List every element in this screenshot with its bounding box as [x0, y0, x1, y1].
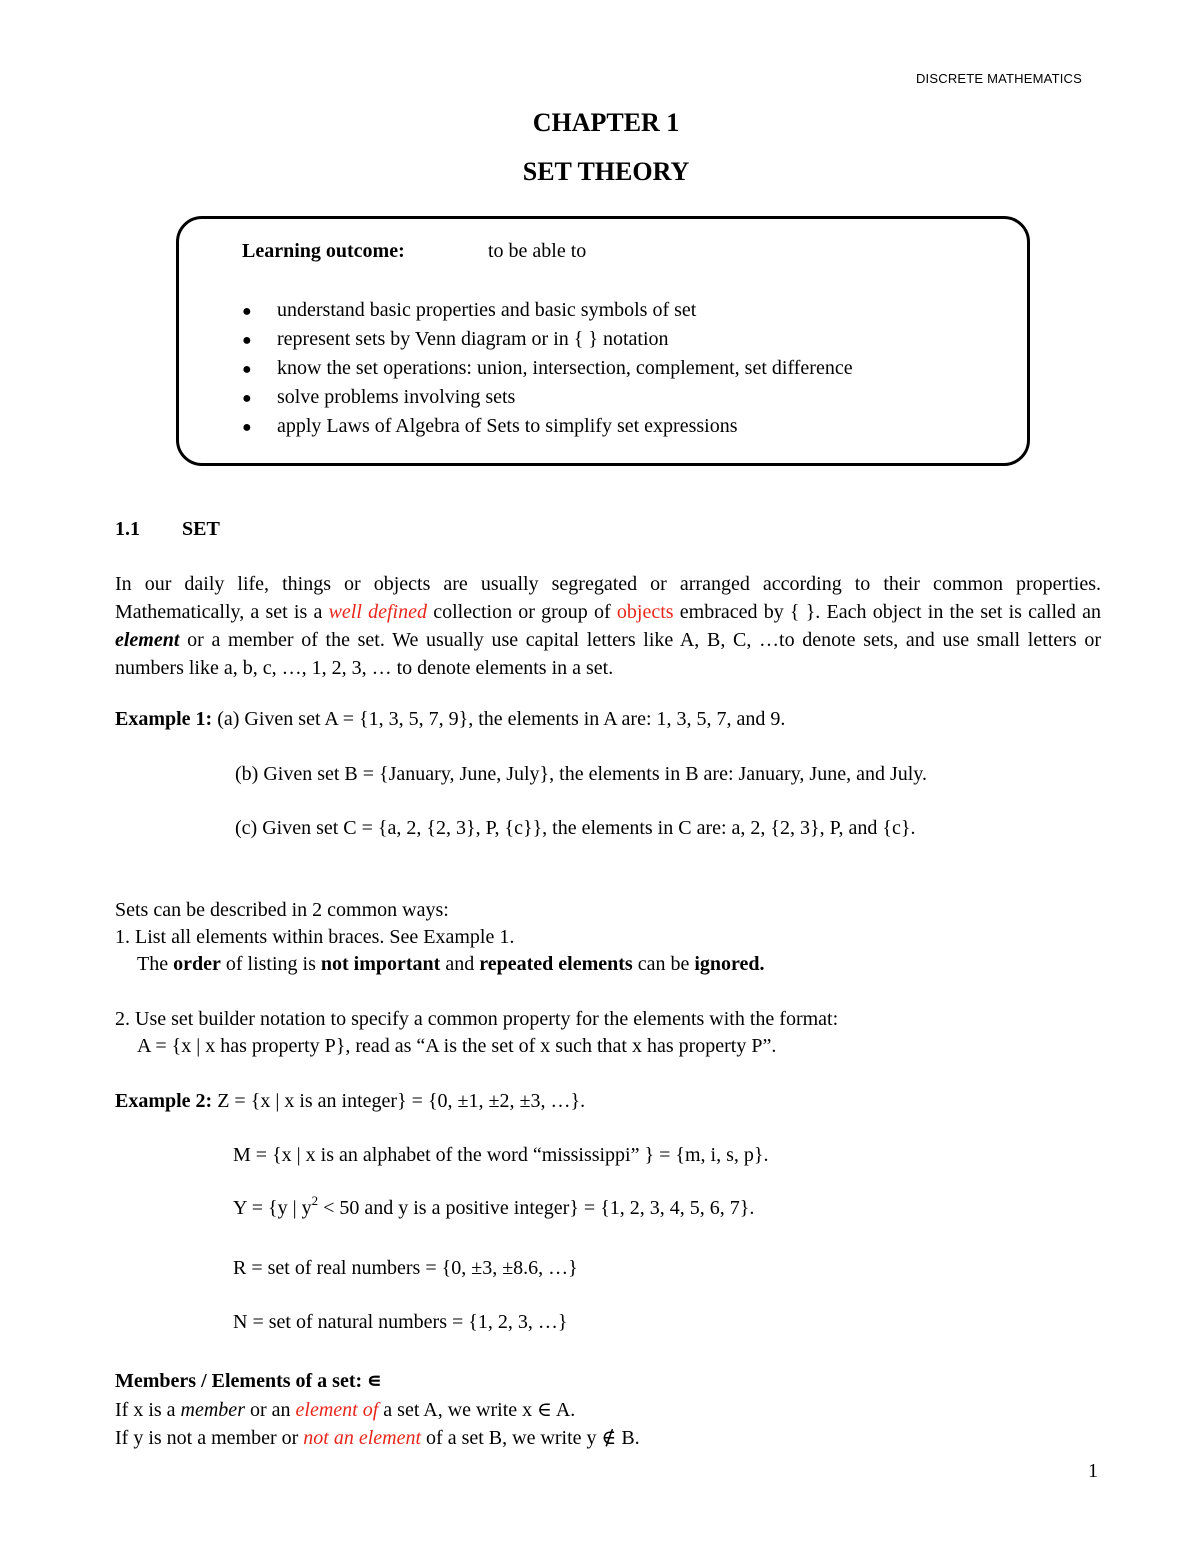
ways-item-2: 2. Use set builder notation to specify a common property for the elements with the format: — [115, 1008, 839, 1030]
example-1-b: (b) Given set B = {January, June, July}, the elements in B are: January, June, and July. — [235, 763, 927, 785]
example-1-c: (c) Given set C = {a, 2, {2, 3}, P, {c}}, the elements in C are: a, 2, {2, 3}, P, and {c}. — [235, 817, 916, 839]
term-well-defined: well defined — [328, 601, 427, 623]
ways-item-1-note: The order of listing is not important and repeated elements can be ignored. — [137, 953, 765, 975]
term-element: element — [115, 629, 180, 651]
page-number: 1 — [1088, 1460, 1098, 1482]
example-2-n: N = set of natural numbers = {1, 2, 3, …} — [233, 1311, 568, 1333]
members-heading: Members / Elements of a set: ∊ — [115, 1370, 382, 1392]
list-item: ● represent sets by Venn diagram or in { } notation — [242, 325, 853, 354]
ways-item-2-format: A = {x | x has property P}, read as “A is the set of x such that x has property P”. — [137, 1035, 777, 1057]
bullet-icon: ● — [242, 361, 252, 378]
section-heading — [115, 518, 220, 541]
section-number: 1.1 — [115, 518, 140, 540]
example-1-a: Example 1: (a) Given set A = {1, 3, 5, 7, 9}, the elements in A are: 1, 3, 5, 7, and 9. — [115, 708, 786, 730]
list-item: ● solve problems involving sets — [242, 383, 853, 412]
intro-paragraph: In our daily life, things or objects are usually segregated or arranged according to their common properties. Mathematically, a set is a well defined collection or group of objects embraced by { }. Each object in the set is called an element or a member of the set. We usually use capital letters like A, B, C, …to denote sets, and use small letters or numbers like a, b, c, …, 1, 2, 3, … to denote elements in a set. — [115, 573, 1101, 679]
example-2-r: R = set of real numbers = {0, ±3, ±8.6, …} — [233, 1257, 578, 1279]
list-item: ● understand basic properties and basic symbols of set — [242, 296, 853, 325]
bullet-icon: ● — [242, 303, 252, 320]
bullet-icon: ● — [242, 390, 252, 407]
example-1-label: Example 1: — [115, 708, 213, 730]
list-item: ● apply Laws of Algebra of Sets to simplify set expressions — [242, 412, 853, 441]
bullet-icon: ● — [242, 332, 252, 349]
example-2-label: Example 2: — [115, 1090, 213, 1112]
learning-outcome-label: Learning outcome: — [242, 240, 405, 262]
bullet-icon: ● — [242, 419, 252, 436]
ways-item-1: 1. List all elements within braces. See Example 1. — [115, 926, 515, 948]
members-line-2: If y is not a member or not an element of a set B, we write y ∉ B. — [115, 1427, 640, 1449]
section-title: SET — [182, 518, 220, 540]
learning-outcome-heading — [242, 240, 587, 263]
learning-outcome-list — [242, 296, 853, 441]
example-2-y: Y = {y | $y^2 < 50$ and y is a positive integer} = {1, 2, 3, 4, 5, 6, 7}. — [233, 1193, 755, 1219]
example-2-z: Example 2: Z = {x | x is an integer} = {0, ±1, ±2, ±3, …}. — [115, 1090, 586, 1112]
term-objects: objects — [616, 601, 674, 623]
chapter-title: SET THEORY — [522, 157, 690, 186]
list-item: ● know the set operations: union, intersection, complement, set difference — [242, 354, 853, 383]
ways-intro: Sets can be described in 2 common ways: — [115, 899, 449, 921]
example-2-m: M = {x | x is an alphabet of the word “mississippi” } = {m, i, s, p}. — [233, 1144, 769, 1166]
learning-outcome-intro: to be able to — [488, 240, 587, 262]
chapter-number: CHAPTER 1 — [532, 108, 680, 137]
running-header: DISCRETE MATHEMATICS — [915, 71, 1082, 86]
members-line-1: If x is a member or an element of a set A, we write x ∈ A. — [115, 1399, 576, 1421]
